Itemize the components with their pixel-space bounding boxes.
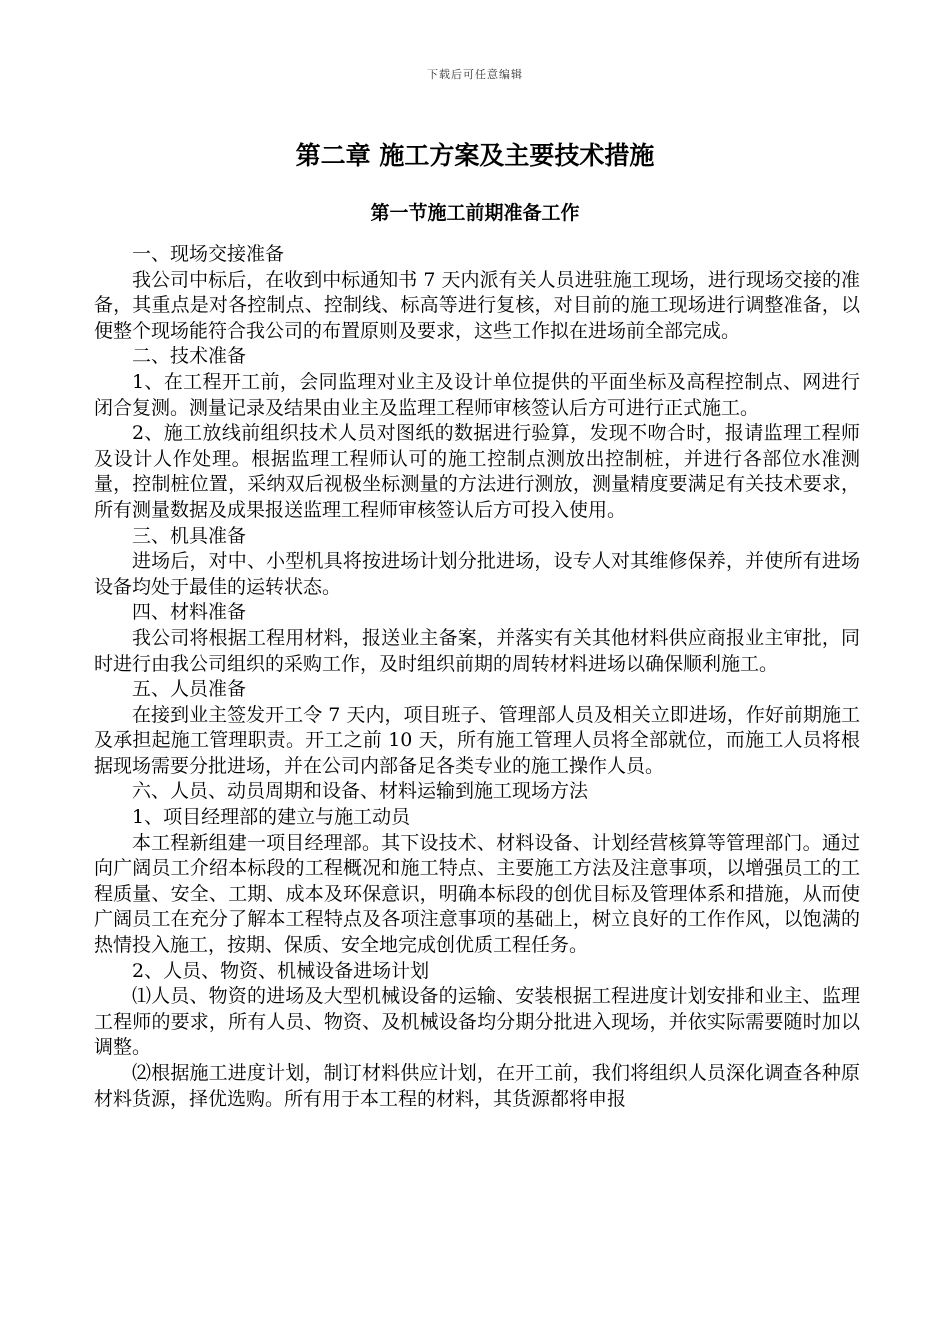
paragraph: ⑵根据施工进度计划，制订材料供应计划，在开工前，我们将组织人员深化调查各种原材料货源，择优选购。所有用于本工程的材料，其货源都将申报 [94, 1062, 860, 1110]
heading-personnel-prep: 五、人员准备 [132, 678, 247, 701]
section-title: 第一节施工前期准备工作 [370, 202, 580, 224]
document-body [94, 242, 860, 1112]
heading-mobilization: 六、人员、动员周期和设备、材料运输到施工现场方法 [132, 780, 589, 803]
heading-equipment-prep: 三、机具准备 [132, 524, 247, 547]
subheading-entry-plan: 2、人员、物资、机械设备进场计划 [132, 959, 430, 982]
paragraph: 1、在工程开工前，会同监理对业主及设计单位提供的平面坐标及高程控制点、网进行闭合复测。测量记录及结果由业主及监理工程师审核签认后方可进行正式施工。 [94, 370, 860, 419]
paragraph: 在接到业主签发开工令 7 天内，项目班子、管理部人员及相关立即进场，作好前期施工及承担起施工管理职责。开工之前 10 天，所有施工管理人员将全部就位，而施工人员将根据现场需要分批进场，并在公司内部备足各类专业的施工操作人员。 [94, 703, 860, 777]
heading-site-handover: 一、现场交接准备 [132, 243, 285, 265]
paragraph: ⑴人员、物资的进场及大型机械设备的运输、安装根据工程进度计划安排和业主、监理工程师的要求，所有人员、物资、及机械设备均分期分批进入现场，并依实际需要随时加以调整。 [94, 985, 860, 1059]
chapter-title: 第二章 施工方案及主要技术措施 [295, 141, 655, 170]
page-header: 下载后可任意编辑 [427, 68, 523, 81]
heading-technical-prep: 二、技术准备 [132, 345, 247, 368]
subheading-project-dept: 1、项目经理部的建立与施工动员 [132, 806, 411, 829]
paragraph: 我公司中标后，在收到中标通知书 7 天内派有关人员进驻施工现场，进行现场交接的准备，其重点是对各控制点、控制线、标高等进行复核，对目前的施工现场进行调整准备，以便整个现场能符合我公司的布置原则及要求，这些工作拟在进场前全部完成。 [94, 268, 860, 342]
paragraph: 进场后，对中、小型机具将按进场计划分批进场，设专人对其维修保养，并使所有进场设备均处于最佳的运转状态。 [94, 550, 860, 598]
paragraph: 我公司将根据工程用材料，报送业主备案，并落实有关其他材料供应商报业主审批，同时进行由我公司组织的采购工作，及时组织前期的周转材料进场以确保顺利施工。 [94, 626, 860, 675]
paragraph: 2、施工放线前组织技术人员对图纸的数据进行验算，发现不吻合时，报请监理工程师及设计人作处理。根据监理工程师认可的施工控制点测放出控制桩，并进行各部位水准测量，控制桩位置，采纳双后视极坐标测量的方法进行测放，测量精度要满足有关技术要求，所有测量数据及成果报送监理工程师审核签认后方可投入使用。 [94, 422, 860, 521]
heading-materials-prep: 四、材料准备 [132, 601, 247, 624]
paragraph: 本工程新组建一项目经理部。其下设技术、材料设备、计划经营核算等管理部门。通过向广阔员工介绍本标段的工程概况和施工特点、主要施工方法及注意事项，以增强员工的工程质量、安全、工期、成本及环保意识，明确本标段的创优目标及管理体系和措施，从而使广阔员工在充分了解本工程特点及各项注意事项的基础上，树立良好的工作作风，以饱满的热情投入施工，按期、保质、安全地完成创优质工程任务。 [94, 831, 860, 957]
